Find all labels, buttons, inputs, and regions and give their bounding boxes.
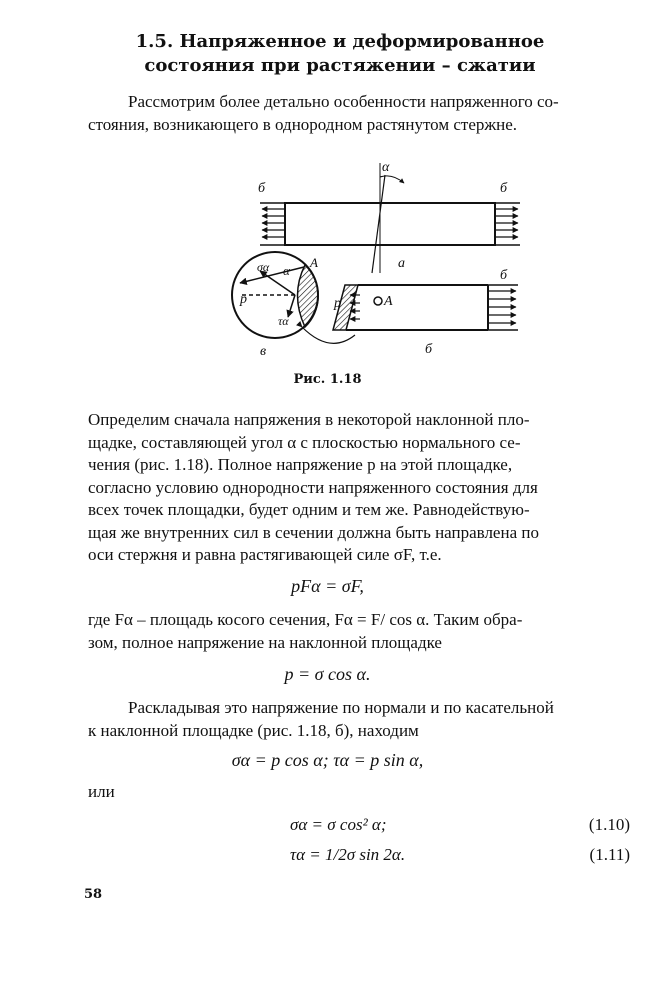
equation-body: σα = σ cos² α; [290,815,387,834]
text-line: зом, полное напряжение на наклонной площадке [88,632,442,652]
label-p-circle: p [240,292,247,307]
section-heading [60,30,620,78]
label-b-bottom: б [425,342,433,357]
formula-sigma-tau: σα = p cos α; τα = p sin α, [231,750,424,770]
text-line: щая же внутренних сил в сечении должна быть направлена по [88,522,539,542]
equation-number: (1.10) [588,815,630,834]
intro-line: стояния, возникающего в однородном растянутом стержне. [88,114,518,134]
heading-line-2: состояния при растяжении – сжатии [144,55,536,76]
paragraph-3 [88,697,638,742]
figure-caption: Рис. 1.18 [293,372,362,387]
text-line: согласно условию однородности напряженного состояния для [88,477,538,497]
label-tau-alpha: τα [278,314,289,328]
text-line: Раскладывая это напряжение по нормали и по касательной [128,698,554,717]
equation-number: (1.11) [589,845,630,864]
label-alpha-circle: α [283,263,290,278]
formula-pF: pFα = σF, [291,576,364,596]
equation-1-11 [290,845,630,865]
equation-1-10 [290,815,630,835]
paragraph-1 [88,409,638,567]
page-number: 58 [84,887,103,902]
label-alpha-top: α [382,160,390,175]
equation-body: τα = 1/2σ sin 2α. [290,845,406,864]
label-a: а [398,256,405,271]
label-v: в [260,344,267,359]
bar-a [260,163,520,273]
label-b-left: б [258,181,266,196]
label-b-right2: б [500,268,508,283]
label-sigma-alpha: σα [257,260,270,274]
formula-p: p = σ cos α. [284,664,371,684]
label-A-bar: A [384,294,393,309]
bar-b [333,285,518,330]
label-b-right: б [500,181,508,196]
text-line: к наклонной площадке (рис. 1.18, б), находим [88,720,419,740]
text-line: где Fα – площадь косого сечения, Fα = F/ cos α. Таким обра- [88,610,523,629]
word-ili: или [88,782,115,801]
label-A-circle: A [310,255,318,270]
paragraph-2 [88,609,638,654]
text-line: щадке, составляющей угол α с плоскостью нормального се- [88,432,521,452]
intro-line: Рассмотрим более детально особенности напряженного со- [128,92,559,111]
intro-paragraph [88,91,638,136]
label-p-bar: p [334,296,341,311]
text-line: Определим сначала напряжения в некоторой наклонной пло- [88,410,530,429]
text-line: чения (рис. 1.18). Полное напряжение p на этой площадке, [88,455,513,474]
heading-line-1: 1.5. Напряженное и деформированное [135,31,545,52]
text-line: оси стержня и равна растягивающей силе σF, т.е. [88,545,442,564]
text-line: всех точек площадки, будет одним и тем же. Равнодействую- [88,500,530,519]
figure-1-18 [220,155,540,375]
